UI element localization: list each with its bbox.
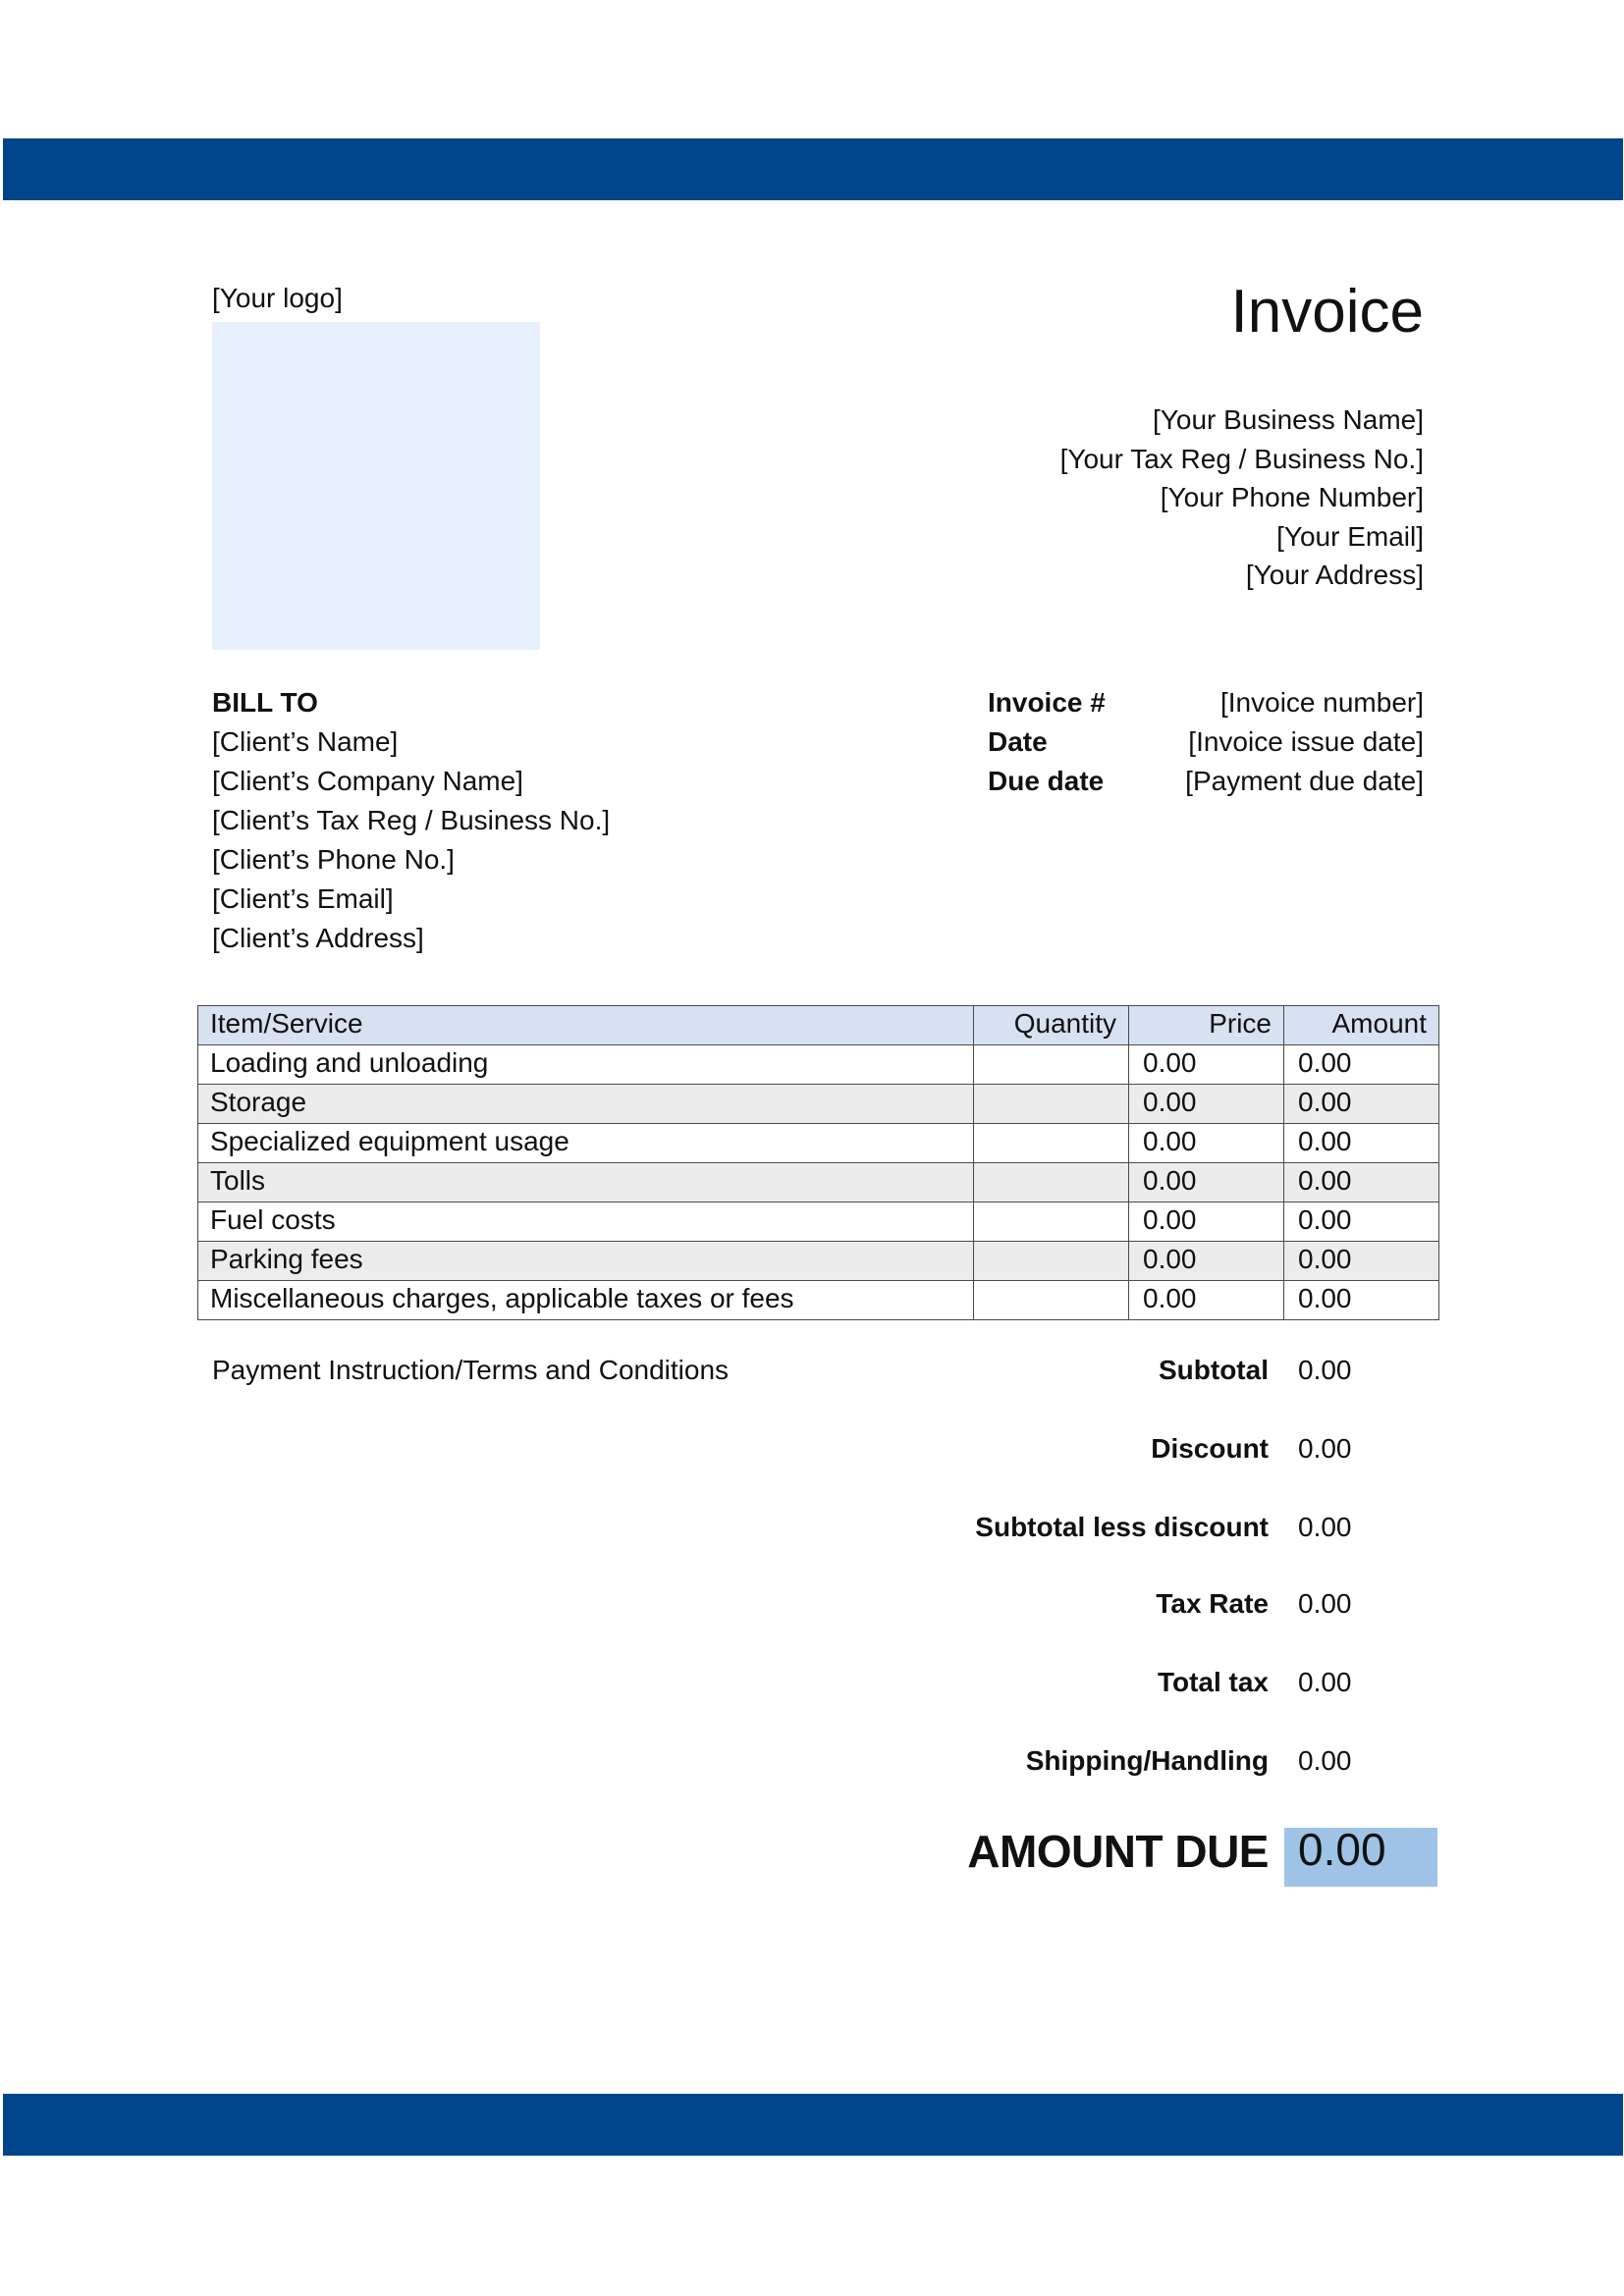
table-row xyxy=(198,1085,1439,1124)
invoice-date-label: Date xyxy=(988,726,1048,757)
tax-rate-value[interactable]: 0.00 xyxy=(1298,1588,1352,1619)
business-phone: [Your Phone Number] xyxy=(1160,482,1424,512)
item-cell[interactable]: Fuel costs xyxy=(198,1202,974,1242)
item-cell[interactable]: Tolls xyxy=(198,1163,974,1202)
header-price: Price xyxy=(1129,1006,1284,1045)
amount-due-label: AMOUNT DUE xyxy=(967,1826,1269,1877)
price-cell[interactable]: 0.00 xyxy=(1129,1242,1284,1281)
amount-cell: 0.00 xyxy=(1284,1163,1439,1202)
logo-placeholder[interactable] xyxy=(212,322,540,650)
subtotal-less-discount-value: 0.00 xyxy=(1298,1512,1352,1542)
business-address: [Your Address] xyxy=(1245,560,1424,590)
footer-band xyxy=(3,2094,1623,2156)
business-email: [Your Email] xyxy=(1276,520,1424,552)
amount-cell: 0.00 xyxy=(1284,1124,1439,1163)
price-cell[interactable]: 0.00 xyxy=(1129,1124,1284,1163)
tax-rate-label: Tax Rate xyxy=(1156,1588,1269,1619)
item-cell[interactable]: Miscellaneous charges, applicable taxes or fees xyxy=(198,1281,974,1320)
header-quantity: Quantity xyxy=(974,1006,1129,1045)
amount-cell: 0.00 xyxy=(1284,1085,1439,1124)
business-info xyxy=(1060,400,1424,595)
price-cell[interactable]: 0.00 xyxy=(1129,1163,1284,1202)
quantity-cell[interactable] xyxy=(974,1124,1129,1163)
table-row xyxy=(198,1163,1439,1202)
header-amount: Amount xyxy=(1284,1006,1439,1045)
amount-cell: 0.00 xyxy=(1284,1281,1439,1320)
business-tax-reg: [Your Tax Reg / Business No.] xyxy=(1059,443,1424,474)
items-table xyxy=(197,1005,1439,1320)
price-cell[interactable]: 0.00 xyxy=(1129,1202,1284,1242)
business-name: [Your Business Name] xyxy=(1153,404,1424,435)
quantity-cell[interactable] xyxy=(974,1045,1129,1085)
price-cell[interactable]: 0.00 xyxy=(1129,1045,1284,1085)
header-band xyxy=(3,138,1623,200)
shipping-value[interactable]: 0.00 xyxy=(1298,1745,1352,1776)
total-tax-label: Total tax xyxy=(1157,1667,1269,1697)
header-item: Item/Service xyxy=(198,1006,974,1045)
logo-label: [Your logo] xyxy=(212,283,343,313)
table-header-row xyxy=(198,1006,1439,1045)
table-row xyxy=(198,1242,1439,1281)
client-tax-reg: [Client’s Tax Reg / Business No.] xyxy=(212,805,611,835)
invoice-meta-values xyxy=(1185,683,1424,801)
invoice-number-label: Invoice # xyxy=(988,687,1106,718)
client-address: [Client’s Address] xyxy=(212,923,424,953)
client-company: [Client’s Company Name] xyxy=(212,766,523,796)
invoice-meta-labels xyxy=(988,683,1106,801)
item-cell[interactable]: Specialized equipment usage xyxy=(198,1124,974,1163)
item-cell[interactable]: Storage xyxy=(198,1085,974,1124)
price-cell[interactable]: 0.00 xyxy=(1129,1085,1284,1124)
invoice-date-value: [Invoice issue date] xyxy=(1188,726,1424,757)
discount-label: Discount xyxy=(1151,1433,1269,1464)
total-tax-value: 0.00 xyxy=(1298,1667,1352,1697)
price-cell[interactable]: 0.00 xyxy=(1129,1281,1284,1320)
table-row xyxy=(198,1281,1439,1320)
item-cell[interactable]: Loading and unloading xyxy=(198,1045,974,1085)
bill-to-block xyxy=(212,683,610,958)
invoice-title: Invoice xyxy=(1230,278,1424,346)
discount-value[interactable]: 0.00 xyxy=(1298,1433,1352,1464)
amount-cell: 0.00 xyxy=(1284,1242,1439,1281)
due-date-label: Due date xyxy=(988,766,1105,796)
quantity-cell[interactable] xyxy=(974,1202,1129,1242)
quantity-cell[interactable] xyxy=(974,1242,1129,1281)
client-phone: [Client’s Phone No.] xyxy=(212,844,455,875)
invoice-number-value: [Invoice number] xyxy=(1220,687,1424,718)
shipping-label: Shipping/Handling xyxy=(1025,1745,1269,1776)
bill-to-heading: BILL TO xyxy=(212,687,318,718)
client-email: [Client’s Email] xyxy=(212,883,394,914)
table-row xyxy=(198,1124,1439,1163)
payment-terms-label: Payment Instruction/Terms and Conditions xyxy=(212,1355,730,1385)
amount-cell: 0.00 xyxy=(1284,1045,1439,1085)
amount-cell: 0.00 xyxy=(1284,1202,1439,1242)
subtotal-value: 0.00 xyxy=(1298,1355,1352,1385)
item-cell[interactable]: Parking fees xyxy=(198,1242,974,1281)
client-name: [Client’s Name] xyxy=(212,726,399,757)
due-date-value: [Payment due date] xyxy=(1185,766,1424,796)
table-row xyxy=(198,1202,1439,1242)
quantity-cell[interactable] xyxy=(974,1085,1129,1124)
table-row xyxy=(198,1045,1439,1085)
quantity-cell[interactable] xyxy=(974,1281,1129,1320)
quantity-cell[interactable] xyxy=(974,1163,1129,1202)
subtotal-label: Subtotal xyxy=(1159,1355,1269,1385)
subtotal-less-discount-label: Subtotal less discount xyxy=(975,1512,1269,1542)
amount-due-value: 0.00 xyxy=(1298,1824,1386,1875)
